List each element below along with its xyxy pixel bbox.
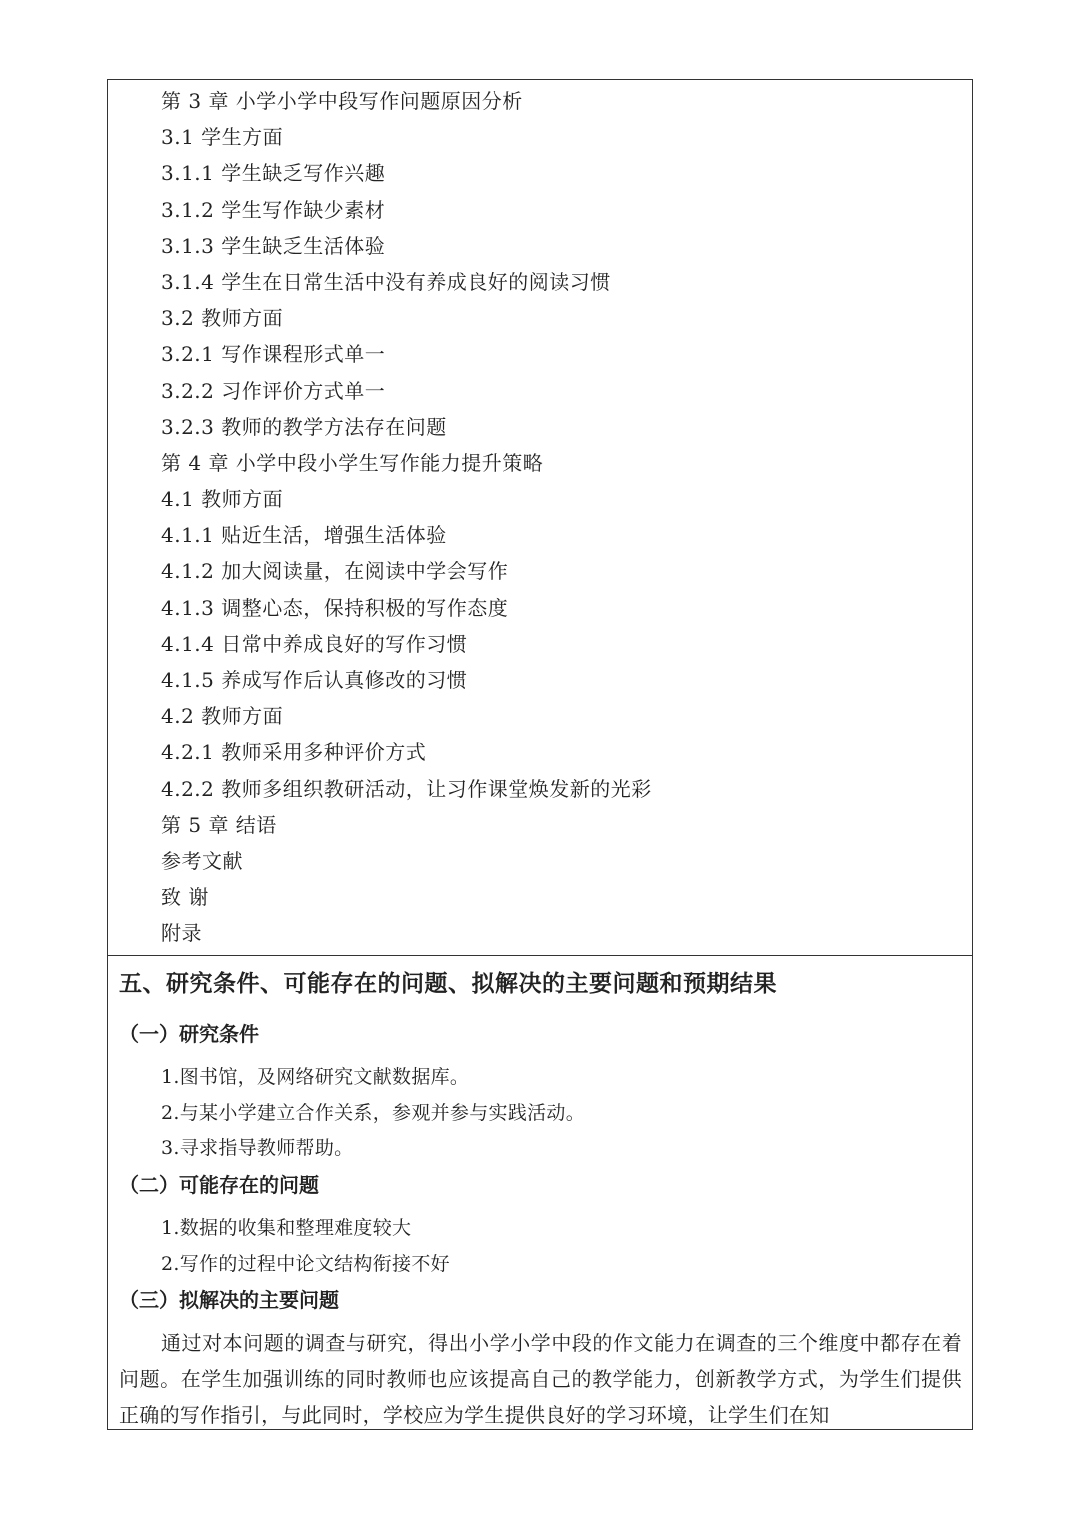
table-of-contents bbox=[161, 83, 652, 952]
condition-item: 3.寻求指导教师帮助。 bbox=[161, 1137, 354, 1159]
toc-entry: 4.1.1 贴近生活，增强生活体验 bbox=[161, 523, 447, 548]
toc-entry: 致 谢 bbox=[161, 885, 209, 910]
condition-item: 2.与某小学建立合作关系，参观并参与实践活动。 bbox=[161, 1102, 586, 1124]
table-row-divider bbox=[107, 955, 973, 956]
subsection-heading-main-issues: （三）拟解决的主要问题 bbox=[119, 1288, 339, 1312]
problem-item: 2.写作的过程中论文结构衔接不好 bbox=[161, 1253, 450, 1275]
main-issues-paragraph: 通过对本问题的调查与研究，得出小学小学中段的作文能力在调查的三个维度中都存在着问题。在学生加强训练的同时教师也应该提高自己的教学能力，创新教学方式，为学生们提供正确的写作指引，与此同时，学校应为学生提供良好的学习环境，让学生们在知 bbox=[119, 1331, 962, 1427]
toc-entry: 第 4 章 小学中段小学生写作能力提升策略 bbox=[161, 450, 544, 475]
toc-entry: 3.1.3 学生缺乏生活体验 bbox=[161, 233, 386, 258]
toc-entry: 3.1 学生方面 bbox=[161, 125, 284, 150]
toc-entry: 4.2.1 教师采用多种评价方式 bbox=[161, 740, 427, 765]
toc-entry: 3.1.4 学生在日常生活中没有养成良好的阅读习惯 bbox=[161, 269, 611, 294]
toc-entry: 3.2.2 习作评价方式单一 bbox=[161, 378, 386, 403]
toc-entry: 4.2 教师方面 bbox=[161, 704, 284, 729]
condition-item: 1.图书馆，及网络研究文献数据库。 bbox=[161, 1066, 470, 1088]
toc-entry: 3.2.1 写作课程形式单一 bbox=[161, 342, 386, 367]
toc-entry: 第 5 章 结语 bbox=[161, 812, 277, 837]
toc-entry: 第 3 章 小学小学中段写作问题原因分析 bbox=[161, 89, 523, 113]
toc-entry: 4.1.2 加大阅读量，在阅读中学会写作 bbox=[161, 559, 509, 584]
subsection-heading-problems: （二）可能存在的问题 bbox=[119, 1173, 319, 1197]
subsection-heading-conditions: （一）研究条件 bbox=[119, 1022, 259, 1046]
toc-entry: 4.2.2 教师多组织教研活动，让习作课堂焕发新的光彩 bbox=[161, 776, 652, 801]
toc-entry: 3.2 教师方面 bbox=[161, 306, 284, 331]
toc-entry: 附录 bbox=[161, 921, 202, 946]
section-title: 五、研究条件、可能存在的问题、拟解决的主要问题和预期结果 bbox=[119, 970, 777, 997]
toc-entry: 3.2.3 教师的教学方法存在问题 bbox=[161, 414, 447, 439]
toc-entry: 4.1.5 养成写作后认真修改的习惯 bbox=[161, 668, 468, 692]
toc-entry: 3.1.2 学生写作缺少素材 bbox=[161, 197, 386, 222]
toc-entry: 4.1.4 日常中养成良好的写作习惯 bbox=[161, 631, 468, 656]
problem-item: 1.数据的收集和整理难度较大 bbox=[161, 1217, 412, 1239]
toc-entry: 4.1.3 调整心态，保持积极的写作态度 bbox=[161, 595, 509, 620]
toc-entry: 参考文献 bbox=[161, 848, 243, 873]
toc-entry: 4.1 教师方面 bbox=[161, 487, 284, 512]
toc-entry: 3.1.1 学生缺乏写作兴趣 bbox=[161, 161, 386, 186]
